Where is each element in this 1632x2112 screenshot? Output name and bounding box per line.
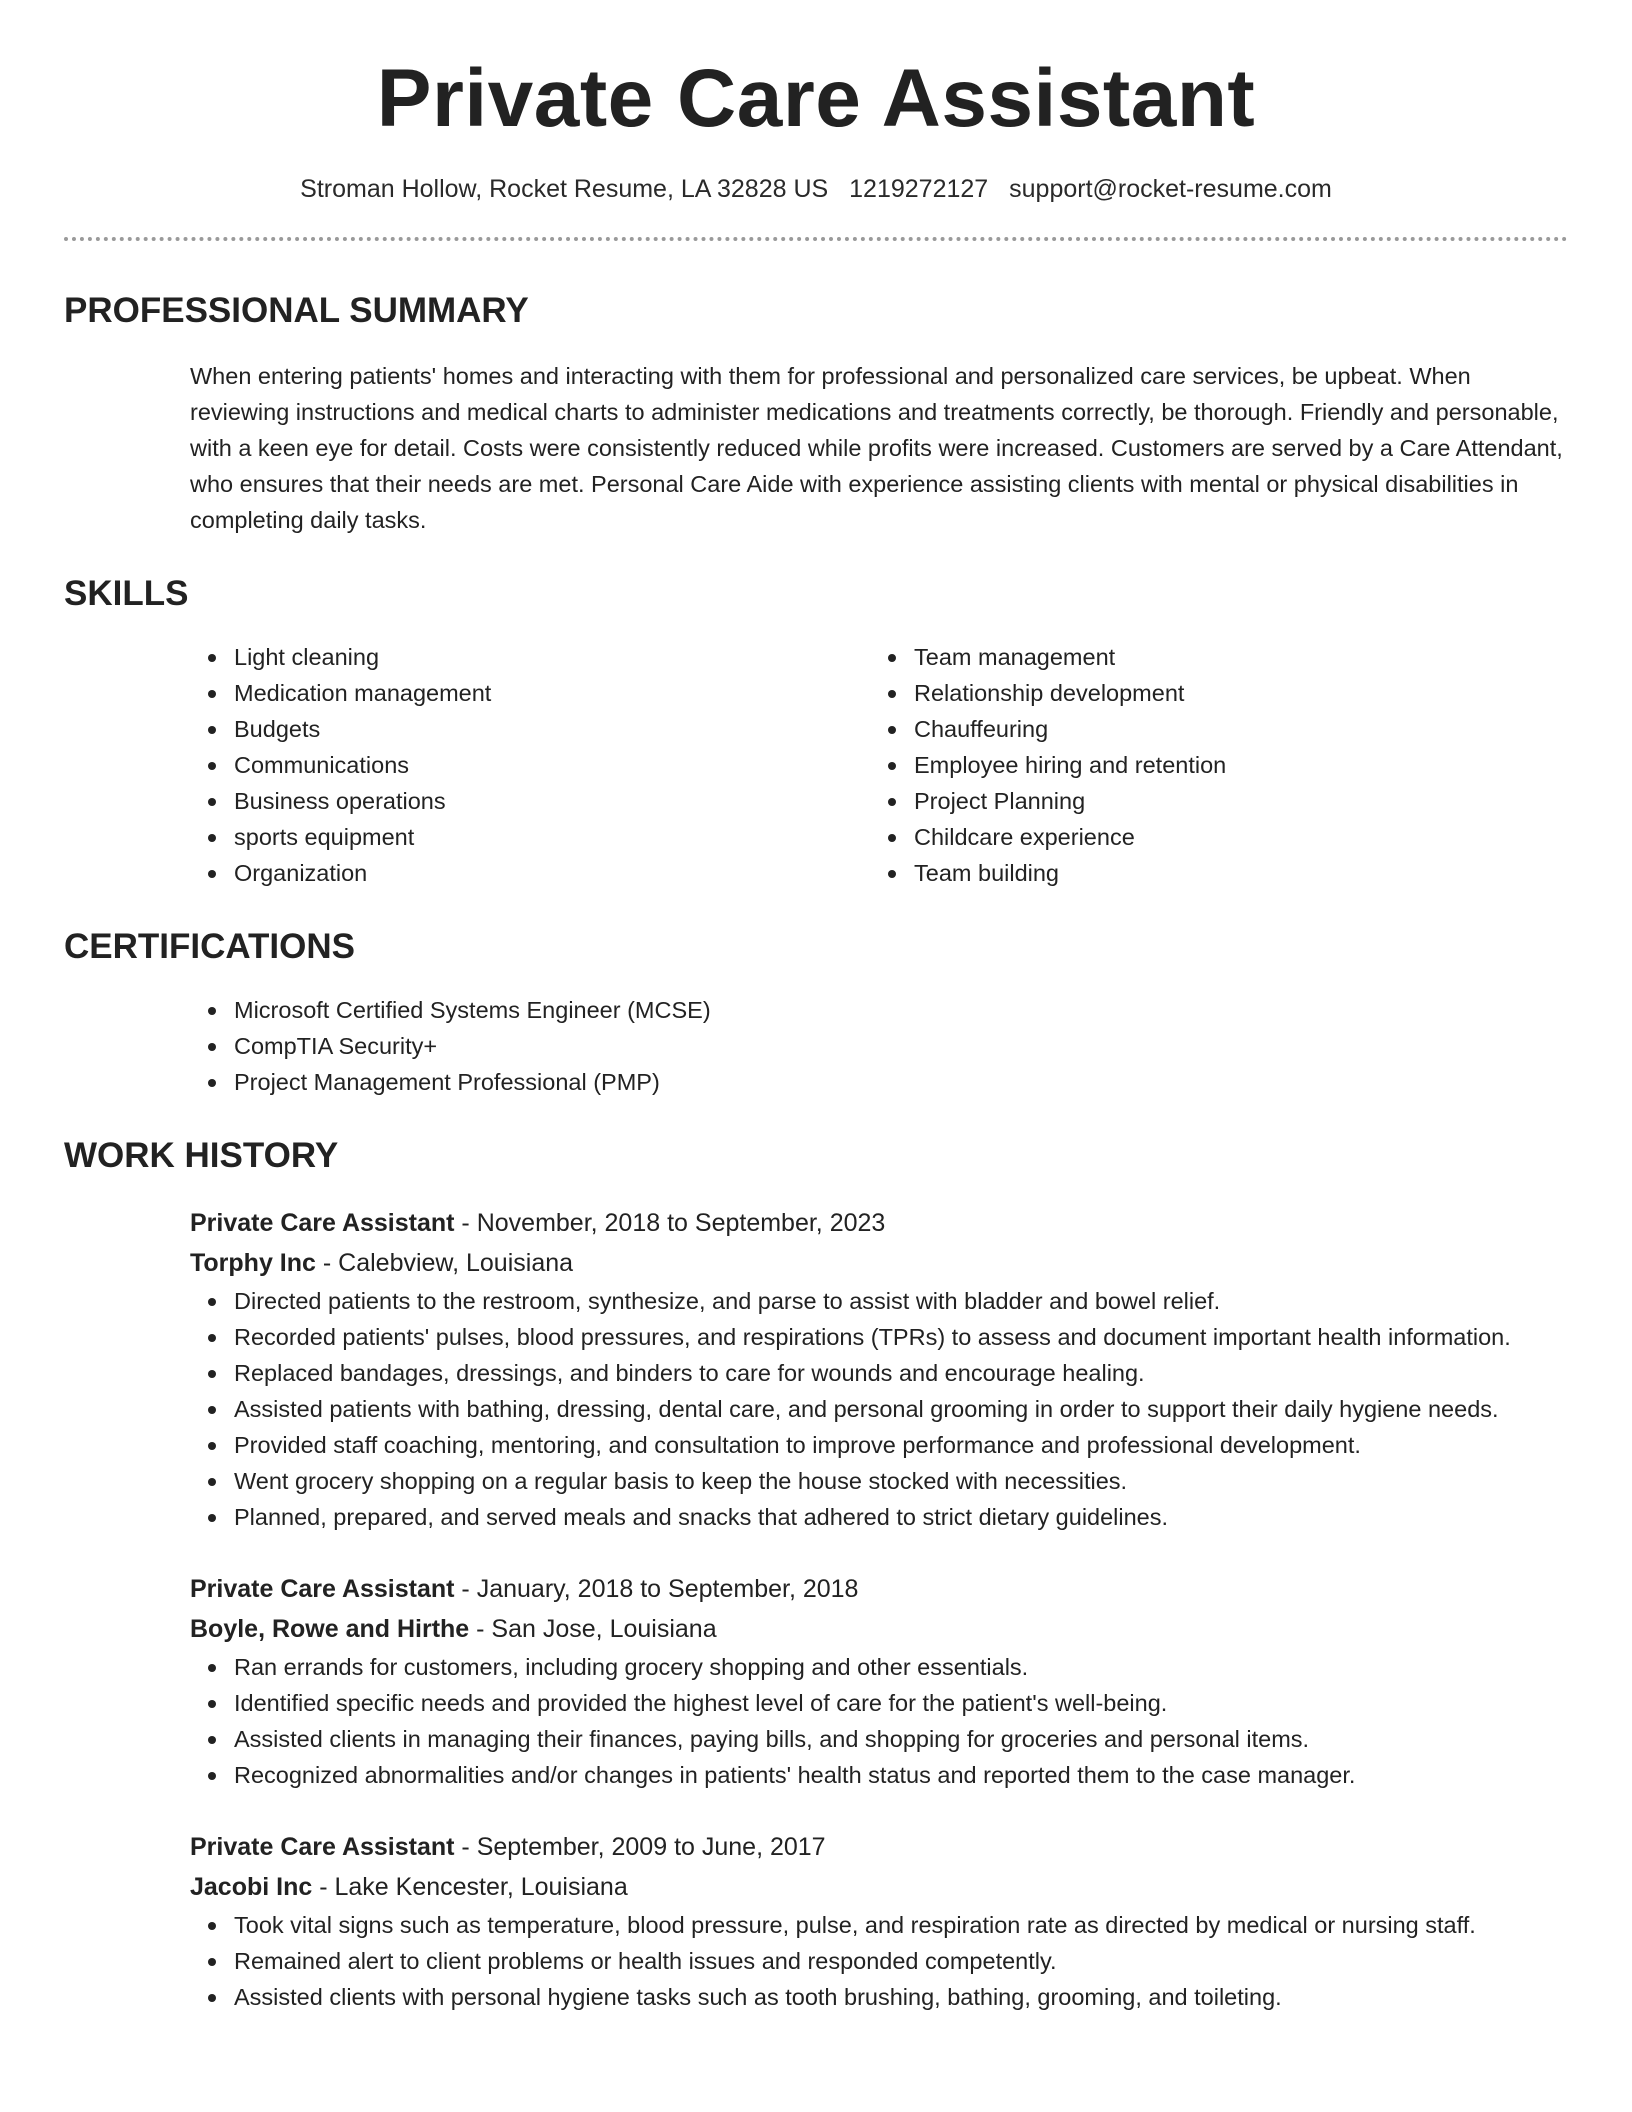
skills-column-right — [870, 639, 1550, 891]
skill-item: Team management — [870, 639, 1550, 675]
certifications-list — [190, 992, 1568, 1100]
job-title-line — [190, 1569, 1568, 1609]
job-entry — [190, 1203, 1568, 1535]
job-duty: Assisted clients with personal hygiene tasks such as tooth brushing, bathing, grooming, and toileting. — [190, 1979, 1568, 2015]
skill-item: Childcare experience — [870, 819, 1550, 855]
job-duty: Assisted patients with bathing, dressing, dental care, and personal grooming in order to support their daily hygiene needs. — [190, 1391, 1568, 1427]
skills-heading: SKILLS — [64, 574, 189, 613]
work-history-heading: WORK HISTORY — [64, 1136, 339, 1175]
job-dates: - January, 2018 to September, 2018 — [454, 1575, 859, 1603]
job-title-line — [190, 1203, 1568, 1243]
job-company-line — [190, 1243, 1568, 1283]
job-location: - Lake Kencester, Louisiana — [312, 1873, 628, 1901]
job-dates: - September, 2009 to June, 2017 — [454, 1833, 826, 1861]
skill-item: Relationship development — [870, 675, 1550, 711]
summary-heading: PROFESSIONAL SUMMARY — [64, 291, 529, 330]
skill-item: sports equipment — [190, 819, 870, 855]
job-company: Boyle, Rowe and Hirthe — [190, 1615, 470, 1643]
job-duty: Took vital signs such as temperature, blood pressure, pulse, and respiration rate as directed by medical or nursing staff. — [190, 1907, 1568, 1943]
job-title-line — [190, 1827, 1568, 1867]
job-duty: Identified specific needs and provided the highest level of care for the patient's well-being. — [190, 1685, 1568, 1721]
job-role: Private Care Assistant — [190, 1833, 455, 1861]
summary-text: When entering patients' homes and interacting with them for professional and personalized care services, be upbeat. When reviewing instructions and medical charts to administer medications and treatments correctly, be thorough. Friendly and personable, with a keen eye for detail. Costs were consistently reduced while profits were increased. Customers are served by a Care Attendant, who ensures that their needs are met. Personal Care Aide with experience assisting clients with mental or physical disabilities in completing daily tasks. — [190, 363, 1563, 533]
job-duty: Replaced bandages, dressings, and binders to care for wounds and encourage healing. — [190, 1355, 1568, 1391]
job-duty: Ran errands for customers, including grocery shopping and other essentials. — [190, 1649, 1568, 1685]
job-company-line — [190, 1867, 1568, 1907]
job-location: - San Jose, Louisiana — [469, 1615, 717, 1643]
header-divider — [64, 237, 1568, 241]
job-duty: Recognized abnormalities and/or changes in patients' health status and reported them to the case manager. — [190, 1757, 1568, 1793]
job-role: Private Care Assistant — [190, 1209, 455, 1237]
job-duty: Recorded patients' pulses, blood pressures, and respirations (TPRs) to assess and document important health information. — [190, 1319, 1568, 1355]
contact-email: support@rocket-resume.com — [1009, 175, 1332, 203]
job-location: - Calebview, Louisiana — [315, 1249, 574, 1277]
skills-column-left — [190, 639, 870, 891]
skills-list — [190, 639, 1568, 891]
skill-item: Employee hiring and retention — [870, 747, 1550, 783]
job-role: Private Care Assistant — [190, 1575, 455, 1603]
job-dates: - November, 2018 to September, 2023 — [454, 1209, 886, 1237]
certification-item: CompTIA Security+ — [190, 1028, 1568, 1064]
job-company: Torphy Inc — [190, 1249, 316, 1277]
skill-item: Team building — [870, 855, 1550, 891]
contact-address: Stroman Hollow, Rocket Resume, LA 32828 US — [300, 175, 829, 203]
job-company-line — [190, 1609, 1568, 1649]
job-duties — [190, 1283, 1568, 1535]
skill-item: Budgets — [190, 711, 870, 747]
job-entry — [190, 1569, 1568, 1793]
skill-item: Project Planning — [870, 783, 1550, 819]
job-duty: Planned, prepared, and served meals and snacks that adhered to strict dietary guidelines. — [190, 1499, 1568, 1535]
job-duties — [190, 1907, 1568, 2015]
contact-phone: 1219272127 — [849, 175, 989, 203]
job-duty: Remained alert to client problems or health issues and responded competently. — [190, 1943, 1568, 1979]
job-company: Jacobi Inc — [190, 1873, 313, 1901]
job-duty: Directed patients to the restroom, synthesize, and parse to assist with bladder and bowel relief. — [190, 1283, 1568, 1319]
skill-item: Communications — [190, 747, 870, 783]
contact-line — [64, 174, 1568, 204]
job-entry — [190, 1827, 1568, 2015]
certification-item: Microsoft Certified Systems Engineer (MCSE) — [190, 992, 1568, 1028]
skill-item: Light cleaning — [190, 639, 870, 675]
resume-name: Private Care Assistant — [376, 53, 1256, 144]
job-duty: Went grocery shopping on a regular basis to keep the house stocked with necessities. — [190, 1463, 1568, 1499]
certification-item: Project Management Professional (PMP) — [190, 1064, 1568, 1100]
job-duty: Provided staff coaching, mentoring, and consultation to improve performance and professional development. — [190, 1427, 1568, 1463]
skill-item: Medication management — [190, 675, 870, 711]
job-duties — [190, 1649, 1568, 1793]
job-duty: Assisted clients in managing their finances, paying bills, and shopping for groceries and personal items. — [190, 1721, 1568, 1757]
skill-item: Business operations — [190, 783, 870, 819]
skill-item: Chauffeuring — [870, 711, 1550, 747]
certifications-heading: CERTIFICATIONS — [64, 927, 356, 966]
skill-item: Organization — [190, 855, 870, 891]
